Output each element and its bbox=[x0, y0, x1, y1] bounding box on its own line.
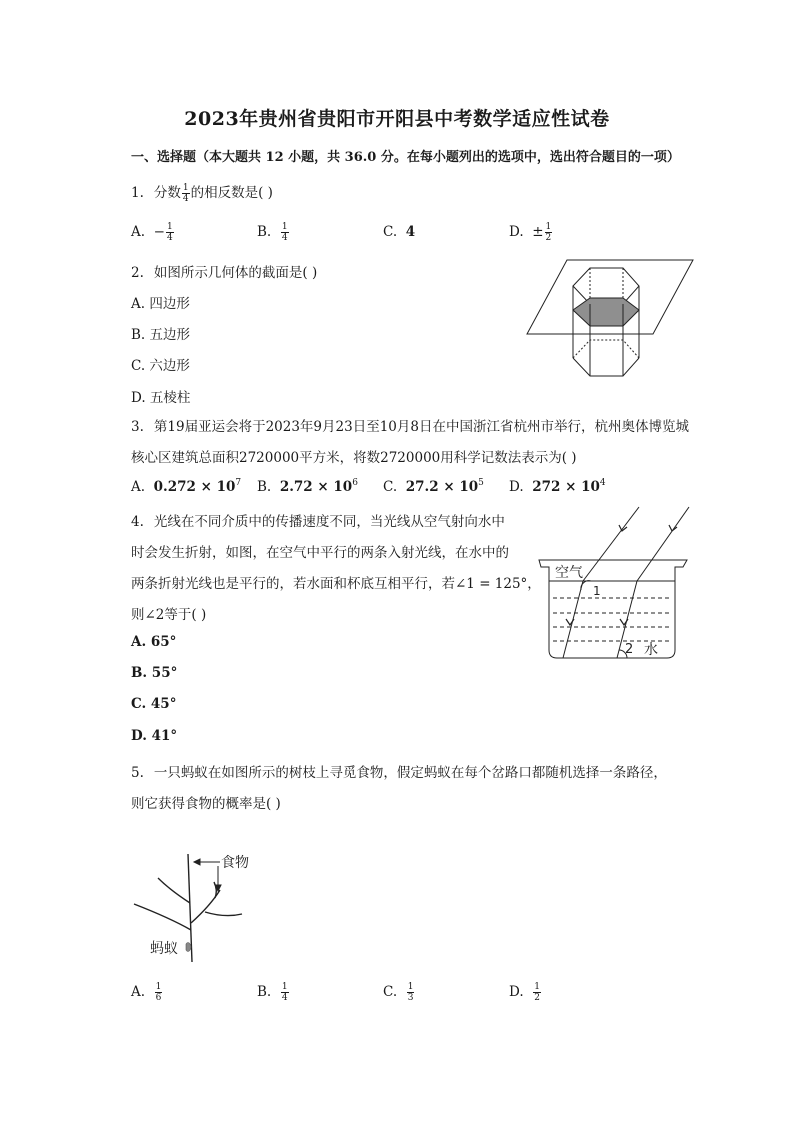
question-1 bbox=[131, 181, 273, 204]
arrow-head bbox=[194, 859, 200, 865]
section-heading: 一、选择题（本大题共 12 小题，共 36.0 分。在每小题列出的选项中，选出符合题目的一项） bbox=[131, 150, 680, 165]
option-label: B. bbox=[257, 984, 272, 1000]
label-food: 食物 bbox=[221, 855, 249, 871]
option-b[interactable]: B. 五边形 bbox=[131, 327, 191, 343]
option-label: D. bbox=[509, 984, 524, 1000]
question-number: 2. bbox=[131, 265, 144, 281]
option-label: C. bbox=[383, 224, 398, 240]
option-sign: − bbox=[153, 224, 165, 240]
label-angle-2: 2 bbox=[625, 642, 634, 657]
label-air: 空气 bbox=[555, 565, 583, 581]
question-3-line-2: 核心区建筑总面积2720000平方米，将数2720000用科学记数法表示为( ) bbox=[131, 450, 577, 466]
refraction-figure bbox=[537, 505, 697, 665]
option-label: C. bbox=[383, 479, 398, 495]
label-angle-1: 1 bbox=[593, 584, 601, 598]
option-c[interactable]: C. 45° bbox=[131, 696, 177, 712]
option-d[interactable]: D. 41° bbox=[131, 728, 178, 744]
prism-section-figure bbox=[525, 258, 695, 382]
branch-right-lower bbox=[205, 912, 242, 916]
option-sign: ± bbox=[532, 224, 544, 240]
question-text: 如图所示几何体的截面是( ) bbox=[153, 265, 318, 281]
prism-bottom-face bbox=[573, 358, 639, 376]
ant-tree-figure bbox=[130, 848, 270, 968]
fraction: $\frac{1}{2}$ bbox=[545, 222, 552, 243]
question-2 bbox=[131, 261, 317, 281]
fraction: $\frac{1}{6}$ bbox=[155, 982, 162, 1003]
question-5-line-2: 则它获得食物的概率是( ) bbox=[131, 796, 281, 812]
exponent: 4 bbox=[599, 478, 606, 488]
exponent: 5 bbox=[478, 478, 484, 488]
exponent: 7 bbox=[235, 478, 242, 488]
option-label: B. bbox=[257, 224, 272, 240]
page-title: 2023年贵州省贵阳市开阳县中考数学适应性试卷 bbox=[184, 108, 610, 130]
question-text: 第19届亚运会将于2023年9月23日至10月8日在中国浙江省杭州市举行，杭州奥体博览城 bbox=[153, 419, 689, 435]
option-d[interactable] bbox=[509, 478, 606, 495]
option-a[interactable]: A. 65° bbox=[131, 634, 177, 650]
question-4-line-2: 时会发生折射，如图，在空气中平行的两条入射光线，在水中的 bbox=[131, 545, 509, 561]
question-number: 1. bbox=[131, 185, 144, 201]
exponent: 6 bbox=[352, 478, 358, 488]
fraction: $\frac{1}{4}$ bbox=[182, 183, 189, 204]
option-c[interactable]: C. 六边形 bbox=[131, 358, 190, 374]
option-b[interactable] bbox=[257, 222, 290, 243]
question-5-line-1 bbox=[131, 761, 667, 781]
option-b[interactable]: B. 55° bbox=[131, 665, 178, 681]
question-text-post: 的相反数是( ) bbox=[190, 185, 273, 201]
option-c[interactable] bbox=[383, 224, 415, 240]
prism-bottom-hidden bbox=[573, 340, 639, 358]
option-value: 4 bbox=[405, 224, 416, 240]
ant-icon bbox=[186, 943, 191, 952]
incident-ray bbox=[637, 507, 689, 581]
option-d[interactable] bbox=[509, 982, 542, 1003]
option-value: 27.2 × 10 bbox=[405, 479, 479, 495]
option-d[interactable]: D. 五棱柱 bbox=[131, 390, 191, 406]
question-text: 光线在不同介质中的传播速度不同，当光线从空气射向水中 bbox=[153, 514, 505, 530]
option-label: D. bbox=[509, 479, 524, 495]
option-c[interactable] bbox=[383, 478, 484, 495]
option-b[interactable] bbox=[257, 478, 358, 495]
option-d[interactable] bbox=[509, 222, 553, 243]
option-b[interactable] bbox=[257, 982, 290, 1003]
label-ant: 蚂蚁 bbox=[150, 941, 178, 957]
question-number: 5. bbox=[131, 765, 144, 781]
question-3-line-1 bbox=[131, 415, 689, 435]
option-label: B. bbox=[257, 479, 272, 495]
option-value: 0.272 × 10 bbox=[153, 479, 236, 495]
option-a[interactable] bbox=[131, 478, 241, 495]
fraction: $\frac{1}{4}$ bbox=[281, 222, 288, 243]
question-text: 一只蚂蚁在如图所示的树枝上寻觅食物，假定蚂蚁在每个岔路口都随机选择一条路径， bbox=[153, 765, 667, 781]
option-c[interactable] bbox=[383, 982, 415, 1003]
option-label: A. bbox=[131, 479, 146, 495]
section-shape bbox=[573, 298, 639, 326]
branch-left-upper bbox=[158, 878, 190, 903]
question-4-line-3: 两条折射光线也是平行的，若水面和杯底互相平行，若∠1 = 125°， bbox=[131, 576, 541, 592]
fraction: $\frac{1}{3}$ bbox=[407, 982, 414, 1003]
option-label: A. bbox=[131, 984, 146, 1000]
label-water: 水 bbox=[644, 642, 658, 658]
option-a[interactable]: A. 四边形 bbox=[131, 296, 190, 312]
question-number: 3. bbox=[131, 419, 144, 435]
incident-ray bbox=[583, 507, 639, 581]
option-value: 2.72 × 10 bbox=[279, 479, 353, 495]
question-4-line-1 bbox=[131, 510, 505, 530]
branch-right-twig bbox=[214, 882, 216, 898]
fraction: $\frac{1}{4}$ bbox=[281, 982, 288, 1003]
branch-left bbox=[134, 904, 191, 930]
option-value: 272 × 10 bbox=[532, 479, 600, 495]
question-number: 4. bbox=[131, 514, 144, 530]
option-a[interactable] bbox=[131, 222, 175, 243]
option-label: A. bbox=[131, 224, 146, 240]
fraction: $\frac{1}{4}$ bbox=[166, 222, 173, 243]
option-label: C. bbox=[383, 984, 398, 1000]
option-a[interactable] bbox=[131, 982, 163, 1003]
question-text-pre: 分数 bbox=[153, 185, 181, 201]
option-label: D. bbox=[509, 224, 524, 240]
question-4-line-4: 则∠2等于( ) bbox=[131, 607, 207, 623]
fraction: $\frac{1}{2}$ bbox=[534, 982, 540, 1003]
